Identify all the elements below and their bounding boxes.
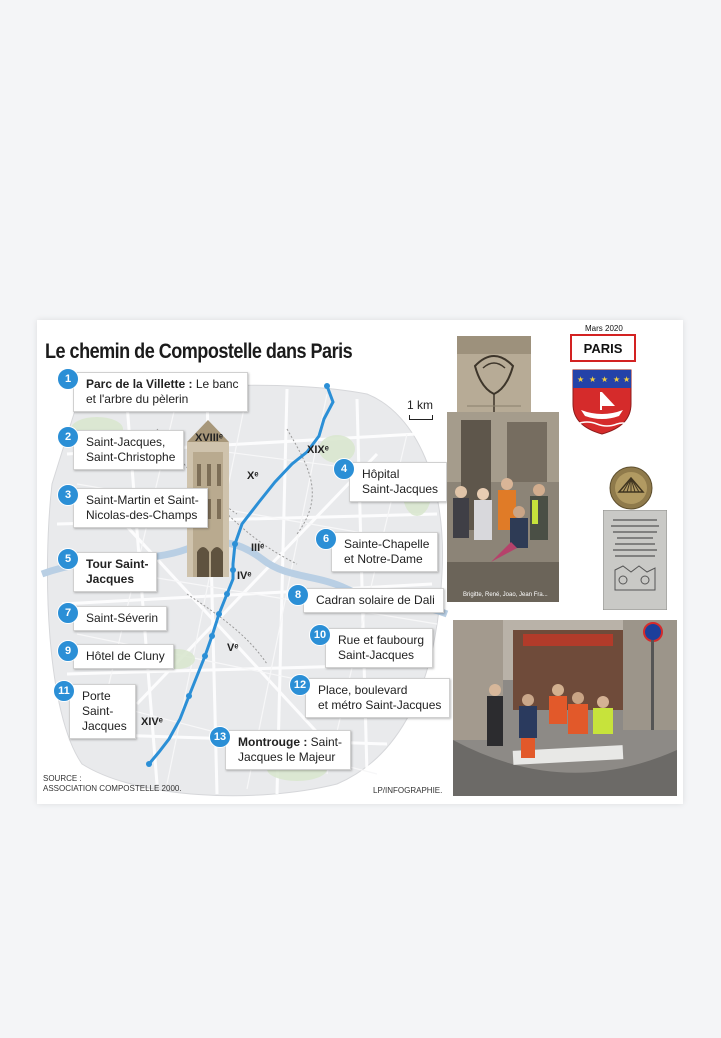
stop-2 bbox=[57, 430, 184, 470]
stop-number-badge: 5 bbox=[57, 548, 79, 570]
stop-bold-text: Montrouge : bbox=[238, 735, 308, 749]
stop-5 bbox=[57, 552, 157, 592]
arrondissement-label: XIVᵉ bbox=[141, 716, 163, 728]
infographic-title: Le chemin de Compostelle dans Paris bbox=[45, 340, 353, 363]
svg-text:★: ★ bbox=[589, 375, 597, 384]
source-note: SOURCE : ASSOCIATION COMPOSTELLE 2000. bbox=[43, 774, 182, 793]
arrondissement-label: XIXᵉ bbox=[307, 444, 329, 456]
stop-number-badge: 11 bbox=[53, 680, 75, 702]
stop-1 bbox=[57, 372, 248, 412]
paris-coat-of-arms bbox=[571, 368, 633, 436]
stop-number-badge: 4 bbox=[333, 458, 355, 480]
arrondissement-label: Xᵉ bbox=[247, 470, 259, 482]
stop-number-badge: 13 bbox=[209, 726, 231, 748]
pilgrims-group-photo bbox=[447, 412, 559, 602]
stop-3 bbox=[57, 488, 208, 528]
stop-number-badge: 7 bbox=[57, 602, 79, 624]
stop-text: Porte Saint- Jacques bbox=[82, 689, 127, 733]
stop-12 bbox=[289, 678, 450, 718]
arrondissement-label: IVᵉ bbox=[237, 570, 252, 582]
stop-7 bbox=[57, 606, 167, 631]
stop-4 bbox=[333, 462, 447, 502]
stop-text: Saint- Jacques le Majeur bbox=[238, 735, 343, 764]
stop-11 bbox=[53, 684, 136, 739]
street-workers-photo bbox=[453, 620, 677, 796]
photo-caption: Brigitte, René, Joao, Jean Fra... bbox=[463, 592, 548, 598]
stop-text: Cadran solaire de Dali bbox=[316, 593, 435, 607]
stop-number-badge: 10 bbox=[309, 624, 331, 646]
stop-number-badge: 6 bbox=[315, 528, 337, 550]
stop-number-badge: 2 bbox=[57, 426, 79, 448]
svg-text:★: ★ bbox=[623, 375, 631, 384]
stop-text: Saint-Jacques, Saint-Christophe bbox=[86, 435, 176, 464]
infographic-card bbox=[37, 320, 683, 804]
city-label: PARIS bbox=[570, 334, 636, 362]
stop-text: Saint-Martin et Saint- Nicolas-des-Champs bbox=[86, 493, 199, 522]
arrondissement-label: XVIIIᵉ bbox=[195, 432, 223, 444]
stop-9 bbox=[57, 644, 174, 669]
arrondissement-label: Vᵉ bbox=[227, 642, 239, 654]
stop-number-badge: 3 bbox=[57, 484, 79, 506]
stop-bold-text: Tour Saint- Jacques bbox=[86, 557, 149, 586]
stop-text: Saint-Séverin bbox=[86, 611, 159, 625]
credit-note: LP/INFOGRAPHIE. bbox=[373, 786, 443, 795]
svg-text:★: ★ bbox=[613, 375, 621, 384]
stop-text: Place, boulevard et métro Saint-Jacques bbox=[318, 683, 442, 712]
shell-medallion bbox=[609, 466, 653, 510]
stop-text: Sainte-Chapelle et Notre-Dame bbox=[344, 537, 430, 566]
stop-6 bbox=[315, 532, 438, 572]
svg-text:★: ★ bbox=[577, 375, 585, 384]
arrondissement-label: IIIᵉ bbox=[251, 542, 265, 554]
stop-text: Hôtel de Cluny bbox=[86, 649, 165, 663]
stop-bold-text: Parc de la Villette : bbox=[86, 377, 193, 391]
stop-number-badge: 8 bbox=[287, 584, 309, 606]
stop-number-badge: 1 bbox=[57, 368, 79, 390]
date-label: Mars 2020 bbox=[585, 324, 623, 333]
stop-text: Le banc et l'arbre du pèlerin bbox=[86, 377, 239, 406]
stop-number-badge: 9 bbox=[57, 640, 79, 662]
stop-text: Hôpital Saint-Jacques bbox=[362, 467, 439, 496]
stop-10 bbox=[309, 628, 433, 668]
stop-8 bbox=[287, 588, 444, 613]
stop-text: Rue et faubourg Saint-Jacques bbox=[338, 633, 425, 662]
scale-bar bbox=[409, 415, 433, 420]
scale-label: 1 km bbox=[407, 398, 434, 412]
stop-13 bbox=[209, 730, 351, 770]
svg-text:★: ★ bbox=[601, 375, 609, 384]
stop-number-badge: 12 bbox=[289, 674, 311, 696]
commemorative-plaque bbox=[603, 510, 667, 610]
